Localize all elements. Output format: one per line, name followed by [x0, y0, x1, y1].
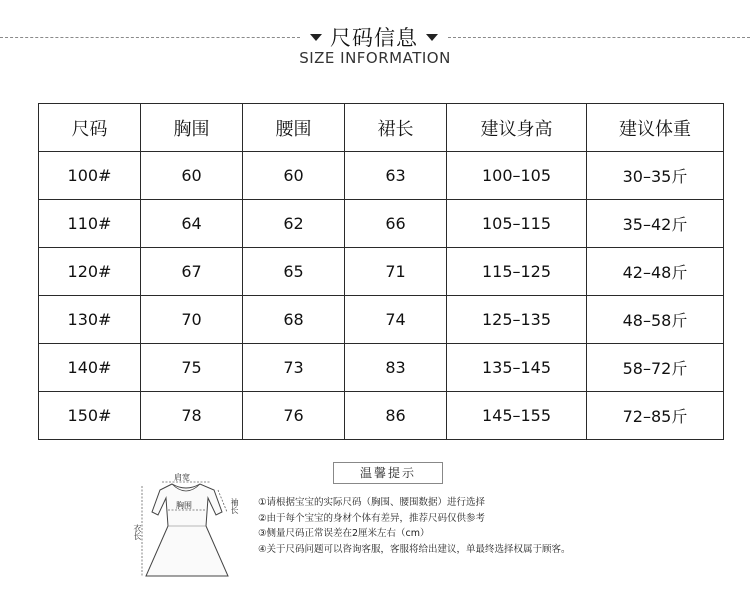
table-cell: 105–115 — [447, 200, 587, 248]
header-divider-right — [448, 37, 750, 38]
column-header: 尺码 — [39, 104, 141, 152]
table-cell: 76 — [243, 392, 345, 440]
table-cell: 66 — [345, 200, 447, 248]
column-header: 胸围 — [141, 104, 243, 152]
table-cell: 150# — [39, 392, 141, 440]
column-header: 建议体重 — [587, 104, 724, 152]
table-row — [39, 248, 724, 296]
list-item: ②由于每个宝宝的身材个体有差异，推荐尺码仅供参考 — [258, 512, 486, 524]
table-cell: 60 — [141, 152, 243, 200]
chest-label: 胸围 — [176, 501, 192, 510]
sleeve-label: 袖长 — [230, 498, 239, 514]
length-label: 衣长 — [133, 524, 142, 540]
table-cell: 68 — [243, 296, 345, 344]
table-cell: 48–58斤 — [587, 296, 724, 344]
table-cell: 62 — [243, 200, 345, 248]
table-cell: 140# — [39, 344, 141, 392]
table-cell: 35–42斤 — [587, 200, 724, 248]
shoulder-label: 肩宽 — [174, 473, 190, 482]
table-cell: 135–145 — [447, 344, 587, 392]
table-row — [39, 200, 724, 248]
table-cell: 115–125 — [447, 248, 587, 296]
column-header: 裙长 — [345, 104, 447, 152]
header-divider-left — [0, 37, 300, 38]
table-row — [39, 296, 724, 344]
dress-outline-icon — [132, 468, 242, 583]
table-cell: 110# — [39, 200, 141, 248]
table-cell: 30–35斤 — [587, 152, 724, 200]
table-cell: 72–85斤 — [587, 392, 724, 440]
table-cell: 130# — [39, 296, 141, 344]
table-cell: 65 — [243, 248, 345, 296]
table-row — [39, 152, 724, 200]
triangle-down-icon — [310, 34, 322, 41]
table-cell: 83 — [345, 344, 447, 392]
tips-list — [258, 495, 571, 557]
table-cell: 125–135 — [447, 296, 587, 344]
table-cell: 75 — [141, 344, 243, 392]
table-cell: 100# — [39, 152, 141, 200]
triangle-down-icon — [426, 34, 438, 41]
list-item: ①请根据宝宝的实际尺码（胸围、腰围数据）进行选择 — [258, 497, 486, 508]
table-cell: 64 — [141, 200, 243, 248]
list-item: ③侧量尺码正常误差在2厘米左右（cm） — [258, 528, 430, 539]
table-cell: 58–72斤 — [587, 344, 724, 392]
page-subtitle: SIZE INFORMATION — [299, 49, 451, 67]
table-row — [39, 344, 724, 392]
table-header-row — [39, 104, 724, 152]
dress-measurement-diagram — [132, 468, 242, 583]
table-cell: 70 — [141, 296, 243, 344]
table-cell: 145–155 — [447, 392, 587, 440]
table-cell: 74 — [345, 296, 447, 344]
header-title-block — [300, 22, 448, 52]
table-cell: 42–48斤 — [587, 248, 724, 296]
table-cell: 67 — [141, 248, 243, 296]
table-cell: 86 — [345, 392, 447, 440]
table-cell: 71 — [345, 248, 447, 296]
table-cell: 78 — [141, 392, 243, 440]
page-title: 尺码信息 — [330, 26, 418, 50]
table-cell: 73 — [243, 344, 345, 392]
column-header: 腰围 — [243, 104, 345, 152]
table-cell: 63 — [345, 152, 447, 200]
size-table — [38, 103, 724, 440]
table-cell: 100–105 — [447, 152, 587, 200]
list-item: ④关于尺码问题可以咨询客服，客服将给出建议，单最终选择权属于顾客。 — [258, 543, 571, 555]
table-row — [39, 392, 724, 440]
table-cell: 60 — [243, 152, 345, 200]
tips-heading: 温馨提示 — [333, 462, 443, 484]
column-header: 建议身高 — [447, 104, 587, 152]
table-cell: 120# — [39, 248, 141, 296]
